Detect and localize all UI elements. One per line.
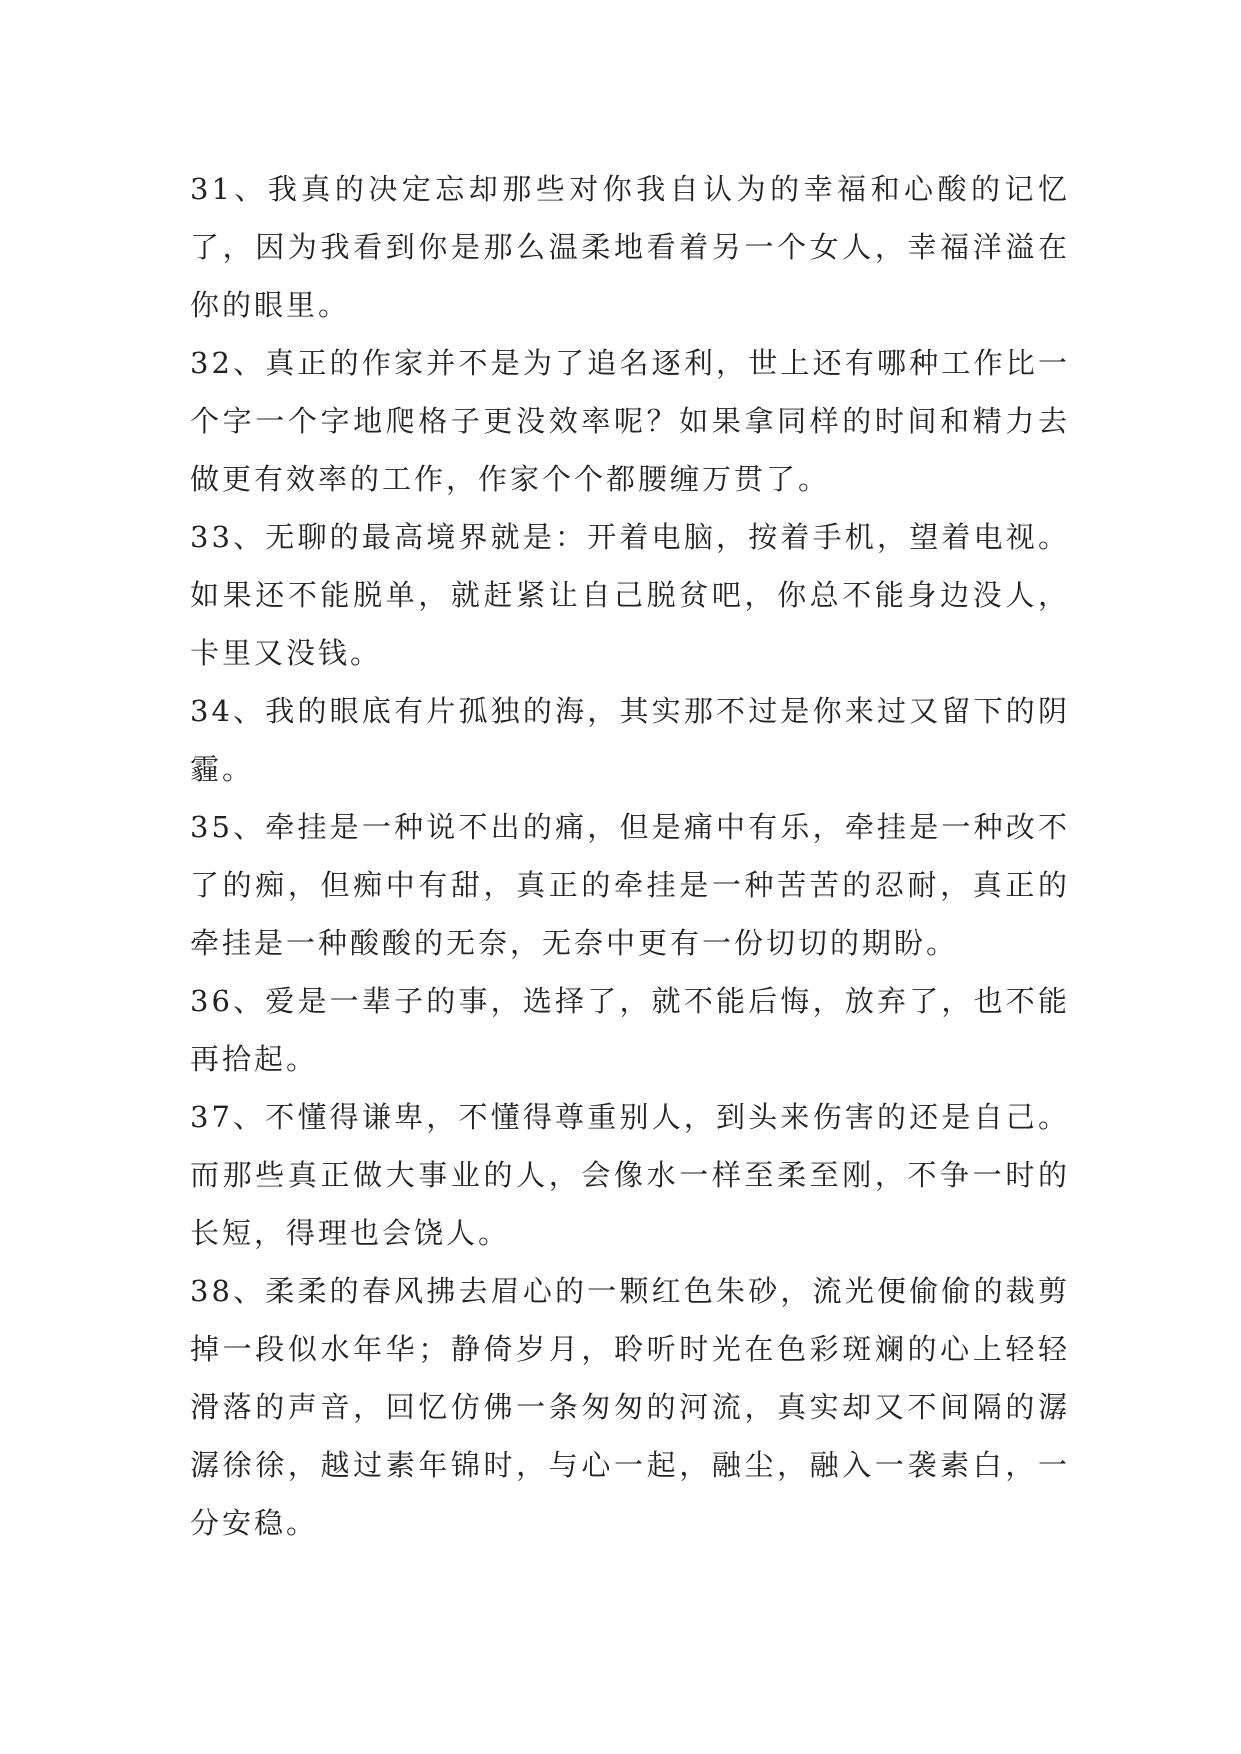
document-body bbox=[190, 160, 1070, 1552]
paragraph-33: 33、无聊的最高境界就是：开着电脑，按着手机，望着电视。如果还不能脱单，就赶紧让自己脱贫吧，你总不能身边没人，卡里又没钱。 bbox=[190, 520, 1070, 670]
paragraph-36: 36、爱是一辈子的事，选择了，就不能后悔，放弃了，也不能再拾起。 bbox=[190, 984, 1070, 1076]
paragraph-34: 34、我的眼底有片孤独的海，其实那不过是你来过又留下的阴霾。 bbox=[190, 694, 1070, 786]
paragraph-35: 35、牵挂是一种说不出的痛，但是痛中有乐，牵挂是一种改不了的痴，但痴中有甜，真正的牵挂是一种苦苦的忍耐，真正的牵挂是一种酸酸的无奈，无奈中更有一份切切的期盼。 bbox=[190, 810, 1070, 960]
paragraph-37: 37、不懂得谦卑，不懂得尊重别人，到头来伤害的还是自己。而那些真正做大事业的人，会像水一样至柔至刚，不争一时的长短，得理也会饶人。 bbox=[190, 1100, 1070, 1250]
paragraph-31: 31、我真的决定忘却那些对你我自认为的幸福和心酸的记忆了，因为我看到你是那么温柔地看着另一个女人，幸福洋溢在你的眼里。 bbox=[190, 172, 1070, 322]
paragraph-38: 38、柔柔的春风拂去眉心的一颗红色朱砂，流光便偷偷的裁剪掉一段似水年华；静倚岁月，聆听时光在色彩斑斓的心上轻轻滑落的声音，回忆仿佛一条匆匆的河流，真实却又不间隔的潺潺徐徐，越过素年锦时，与心一起，融尘，融入一袭素白，一分安稳。 bbox=[190, 1274, 1070, 1540]
paragraph-32: 32、真正的作家并不是为了追名逐利，世上还有哪种工作比一个字一个字地爬格子更没效率呢？如果拿同样的时间和精力去做更有效率的工作，作家个个都腰缠万贯了。 bbox=[190, 346, 1070, 496]
